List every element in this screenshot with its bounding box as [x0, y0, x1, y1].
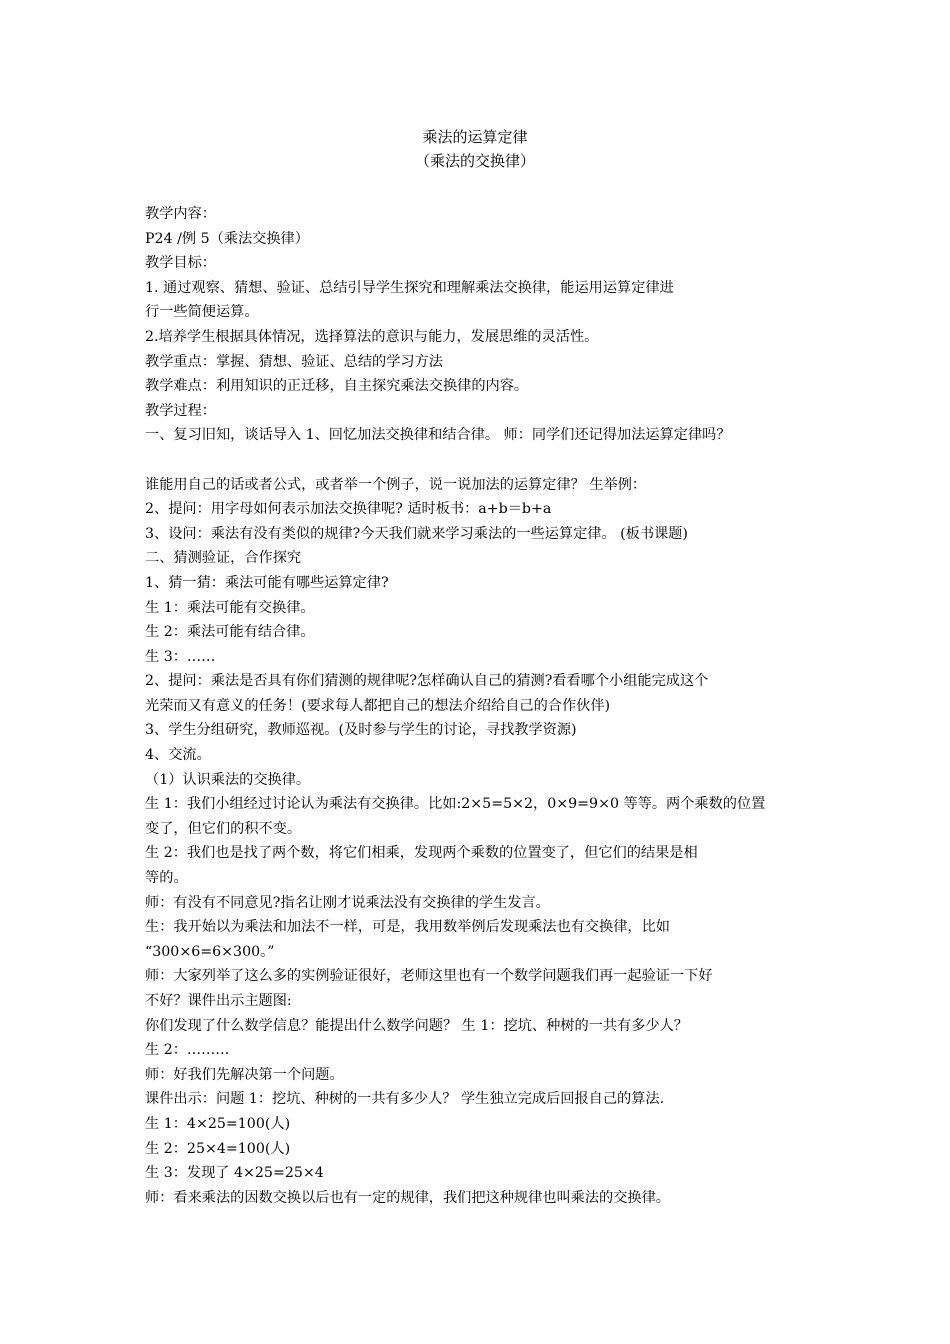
text-line: 不好？课件出示主题图: [145, 993, 292, 1009]
text-line: P24 /例 5（乘法交换律） [145, 230, 309, 247]
text-line: 谁能用自己的话或者公式，或者举一个例子，说一说加法的运算定律？ 生举例： [145, 476, 647, 493]
text-line: 行一些简便运算。 [145, 304, 259, 321]
text-line: 生 1：我们小组经过讨论认为乘法有交换律。比如:2×5=5×2，0×9=9×0 等等。两个乘数的位置 [145, 796, 766, 813]
text-line: 生 2：……… [145, 1042, 230, 1059]
text-line: 生 3：…… [145, 648, 216, 665]
text-line: 师：有没有不同意见?指名让刚才说乘法没有交换律的学生发言。 [145, 894, 550, 911]
text-line: 生 1：乘法可能有交换律。 [145, 599, 315, 616]
text-line: 生 1：4×25=100(人) [145, 1115, 291, 1132]
text-line: 课件出示：问题 1：挖坑、种树的一共有多少人？ 学生独立完成后回报自己的算法. [145, 1091, 665, 1108]
text-line: 师：看来乘法的因数交换以后也有一定的规律，我们把这种规律也叫乘法的交换律。 [145, 1189, 670, 1206]
text-line: （1）认识乘法的交换律。 [145, 771, 311, 788]
text-line: 一、复习旧知，谈话导入 1、回忆加法交换律和结合律。 师：同学们还记得加法运算定律吗？ [145, 427, 731, 444]
text-line: 1. 通过观察、猜想、验证、总结引导学生探究和理解乘法交换律，能运用运算定律进 [145, 279, 674, 296]
text-line: “300×6=6×300。” [145, 943, 275, 960]
text-line: 3、设问：乘法有没有类似的规律?今天我们就来学习乘法的一些运算定律。 (板书课题) [145, 525, 688, 542]
text-line: 二、猜测验证，合作探究 [145, 550, 302, 567]
text-line: 2、提问：用字母如何表示加法交换律呢? 适时板书：a+b＝b+a [145, 501, 552, 518]
text-line: 生 2：乘法可能有结合律。 [145, 624, 315, 641]
text-line: 生 2：25×4=100(人) [145, 1140, 291, 1157]
text-line: 等的。 [145, 870, 188, 887]
text-line: 生：我开始以为乘法和加法不一样，可是，我用数举例后发现乘法也有交换律，比如 [145, 919, 670, 936]
text-line: 1、猜一猜：乘法可能有哪些运算定律? [145, 574, 389, 591]
text-line: 2、提问：乘法是否具有你们猜测的规律呢?怎样确认自己的猜测?看看哪个小组能完成这个 [145, 673, 709, 690]
text-line: 教学过程： [145, 402, 216, 419]
text-line: 生 3：发现了 4×25=25×4 [145, 1165, 324, 1182]
text-line: 教学重点：掌握、猜想、验证、总结的学习方法 [145, 353, 443, 370]
text-line: 光荣而又有意义的任务！(要求每人都把自己的想法介绍给自己的合作伙伴) [145, 697, 611, 714]
text-line: 变了，但它们的积不变。 [145, 820, 302, 837]
document-title: 乘法的运算定律 [422, 128, 528, 146]
text-line: 2.培养学生根据具体情况，选择算法的意识与能力，发展思维的灵活性。 [145, 328, 599, 345]
text-line: 师：好我们先解决第一个问题。 [145, 1066, 344, 1083]
text-line: 教学目标： [145, 255, 216, 272]
text-line: 生 2：我们也是找了两个数，将它们相乘，发现两个乘数的位置变了，但它们的结果是相 [145, 845, 698, 862]
text-line: 4、交流。 [145, 747, 211, 764]
text-line: 3、学生分组研究，教师巡视。(及时参与学生的讨论，寻找教学资源) [145, 722, 577, 739]
document-subtitle: （乘法的交换律） [414, 152, 535, 170]
document-body [145, 202, 825, 1210]
blank-line [145, 448, 825, 473]
text-line: 师：大家列举了这么多的实例验证很好，老师这里也有一个数学问题我们再一起验证一下好 [145, 968, 713, 985]
text-line: 你们发现了什么数学信息？能提出什么数学问题？ 生 1：挖坑、种树的一共有多少人？ [145, 1017, 688, 1034]
text-line: 教学内容： [145, 206, 216, 222]
text-line: 教学难点：利用知识的正迁移，自主探究乘法交换律的内容。 [145, 378, 529, 395]
